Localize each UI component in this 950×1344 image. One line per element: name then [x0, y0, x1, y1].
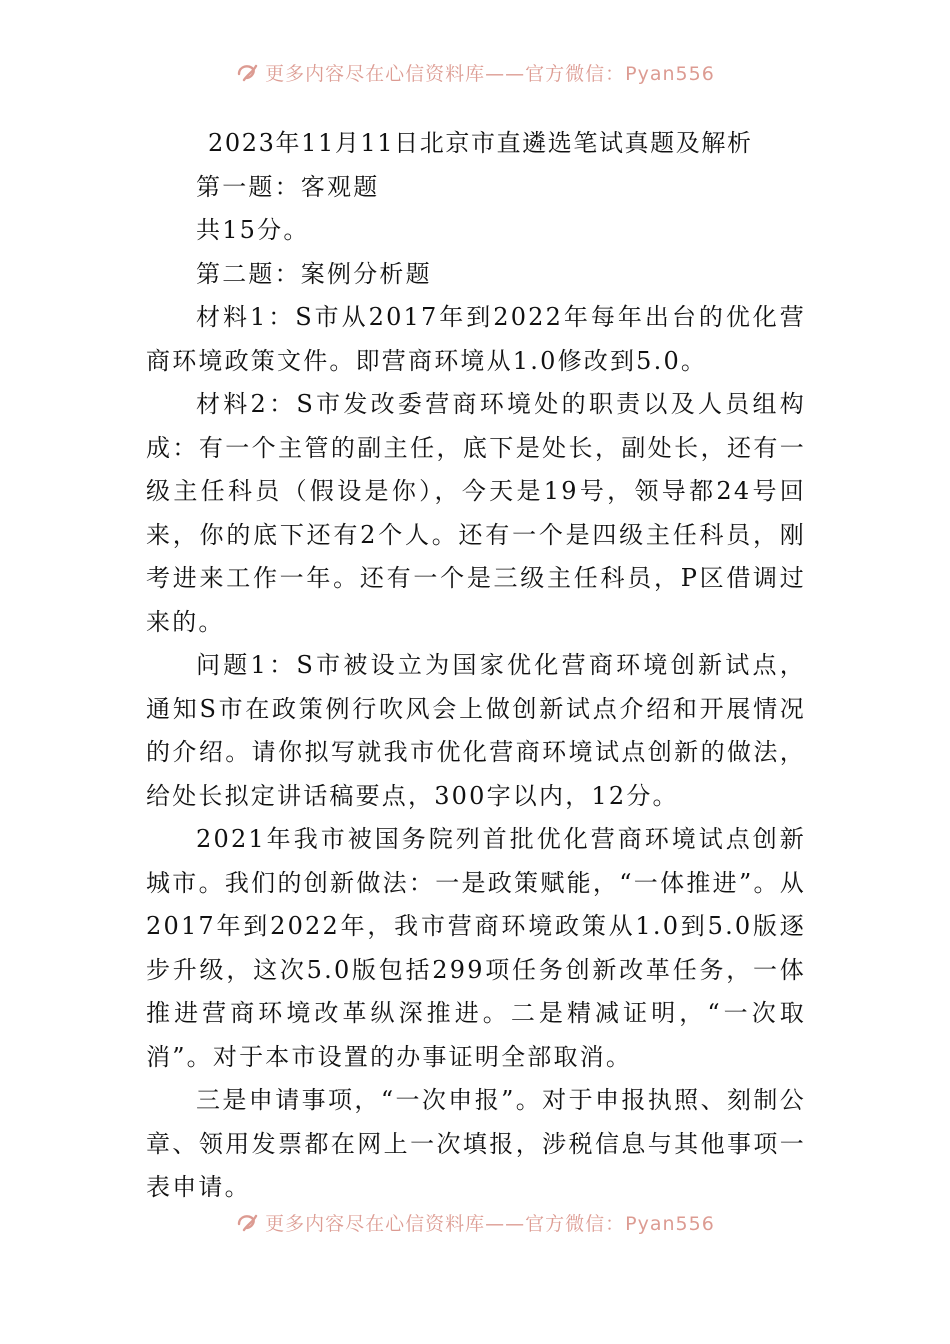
paragraph: 问题1：S市被设立为国家优化营商环境创新试点，通知S市在政策例行吹风会上做创新试点介绍和开展情况的介绍。请你拟写就我市优化营商环境试点创新的做法，给处长拟定讲话稿要点，300字以内，12分。 [146, 651, 806, 810]
document-body [146, 122, 806, 1210]
paragraph: 材料2：S市发改委营商环境处的职责以及人员组构成：有一个主管的副主任，底下是处长，副处长，还有一级主任科员（假设是你），今天是19号，领导都24号回来，你的底下还有2个人。还有一个是四级主任科员，刚考进来工作一年。还有一个是三级主任科员，P区借调过来的。 [146, 390, 806, 636]
paragraph: 材料1：S市从2017年到2022年每年出台的优化营商环境政策文件。即营商环境从1.0修改到5.0。 [146, 303, 806, 375]
watermark-text: 更多内容尽在心信资料库——官方微信：Pyan556 [265, 1212, 715, 1235]
paragraph: 2021年我市被国务院列首批优化营商环境试点创新城市。我们的创新做法：一是政策赋能，“一体推进”。从2017年到2022年，我市营商环境政策从1.0到5.0版逐步升级，这次5.0版包括299项任务创新改革任务，一体推进营商环境改革纵深推进。二是精减证明，“一次取消”。对于本市设置的办事证明全部取消。 [146, 825, 806, 1071]
brand-logo-icon [235, 1210, 259, 1234]
paragraph: 第二题：案例分析题 [196, 259, 432, 288]
document-title: 2023年11月11日北京市直遴选笔试真题及解析 [208, 129, 753, 157]
footer-watermark [0, 1202, 950, 1242]
header-watermark [0, 52, 950, 92]
brand-logo-icon [235, 60, 259, 84]
paragraph: 共15分。 [196, 216, 310, 244]
watermark-text: 更多内容尽在心信资料库——官方微信：Pyan556 [265, 62, 715, 85]
paragraph: 第一题：客观题 [196, 172, 380, 201]
paragraph: 三是申请事项，“一次申报”。对于申报执照、刻制公章、领用发票都在网上一次填报，涉税信息与其他事项一表申请。 [146, 1086, 806, 1201]
